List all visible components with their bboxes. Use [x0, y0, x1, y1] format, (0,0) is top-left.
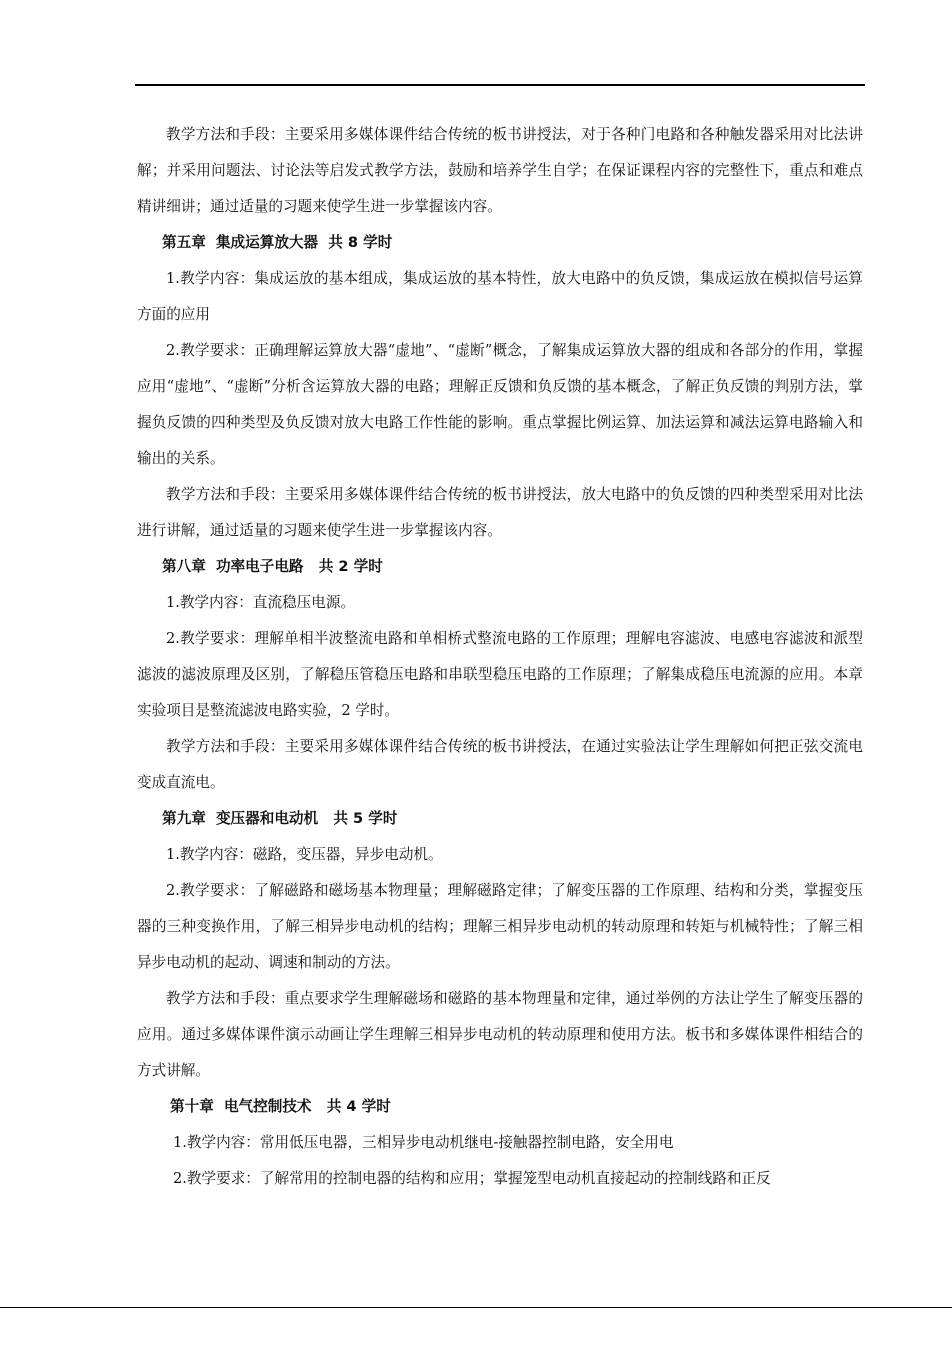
footer-rule — [0, 1307, 952, 1308]
heading-chapter-10: 第十章 电气控制技术 共 4 学时 — [170, 1098, 391, 1115]
paragraph-teaching-methods-ch4: 教学方法和手段：主要采用多媒体课件结合传统的板书讲授法，对于各种门电路和各种触发器采用对比法讲解；并采用问题法、讨论法等启发式教学方法，鼓励和培养学生自学；在保证课程内容的完整性下，重点和难点精讲细讲；通过适量的习题来使学生进一步掌握该内容。 — [137, 126, 863, 215]
paragraph-ch10-content: 1.教学内容：常用低压电器，三相异步电动机继电-接触器控制电路，安全用电 — [173, 1134, 674, 1151]
paragraph-ch5-content: 1.教学内容：集成运放的基本组成，集成运放的基本特性，放大电路中的负反馈，集成运放在模拟信号运算方面的应用 — [137, 270, 863, 323]
paragraph-ch8-methods: 教学方法和手段：主要采用多媒体课件结合传统的板书讲授法，在通过实验法让学生理解如何把正弦交流电变成直流电。 — [137, 738, 863, 791]
header-rule — [135, 84, 865, 86]
paragraph-ch9-methods: 教学方法和手段：重点要求学生理解磁场和磁路的基本物理量和定律，通过举例的方法让学生了解变压器的应用。通过多媒体课件演示动画让学生理解三相异步电动机的转动原理和使用方法。板书和多媒体课件相结合的方式讲解。 — [137, 990, 863, 1079]
document-body — [137, 117, 863, 1197]
paragraph-ch8-content: 1.教学内容：直流稳压电源。 — [166, 594, 356, 611]
paragraph-ch8-requirements: 2.教学要求：理解单相半波整流电路和单相桥式整流电路的工作原理；理解电容滤波、电感电容滤波和派型滤波的滤波原理及区别，了解稳压管稳压电路和串联型稳压电路的工作原理；了解集成稳压电流源的应用。本章实验项目是整流滤波电路实验，2 学时。 — [137, 630, 863, 719]
paragraph-ch10-requirements: 2.教学要求：了解常用的控制电器的结构和应用；掌握笼型电动机直接起动的控制线路和正反 — [173, 1170, 771, 1187]
heading-chapter-8: 第八章 功率电子电路 共 2 学时 — [162, 558, 383, 575]
paragraph-ch5-requirements: 2.教学要求：正确理解运算放大器“虚地”、“虚断”概念，了解集成运算放大器的组成和各部分的作用，掌握应用“虚地”、“虚断”分析含运算放大器的电路；理解正反馈和负反馈的基本概念，了解正负反馈的判别方法，掌握负反馈的四种类型及负反馈对放大电路工作性能的影响。重点掌握比例运算、加法运算和减法运算电路输入和输出的关系。 — [137, 342, 863, 467]
heading-chapter-9: 第九章 变压器和电动机 共 5 学时 — [162, 810, 398, 827]
paragraph-ch9-requirements: 2.教学要求：了解磁路和磁场基本物理量；理解磁路定律；了解变压器的工作原理、结构和分类，掌握变压器的三种变换作用，了解三相异步电动机的结构；理解三相异步电动机的转动原理和转矩与机械特性；了解三相异步电动机的起动、调速和制动的方法。 — [137, 882, 863, 971]
heading-chapter-5: 第五章 集成运算放大器 共 8 学时 — [162, 234, 393, 251]
paragraph-ch5-methods: 教学方法和手段：主要采用多媒体课件结合传统的板书讲授法，放大电路中的负反馈的四种类型采用对比法进行讲解，通过适量的习题来使学生进一步掌握该内容。 — [137, 486, 863, 539]
paragraph-ch9-content: 1.教学内容：磁路，变压器，异步电动机。 — [166, 846, 443, 863]
